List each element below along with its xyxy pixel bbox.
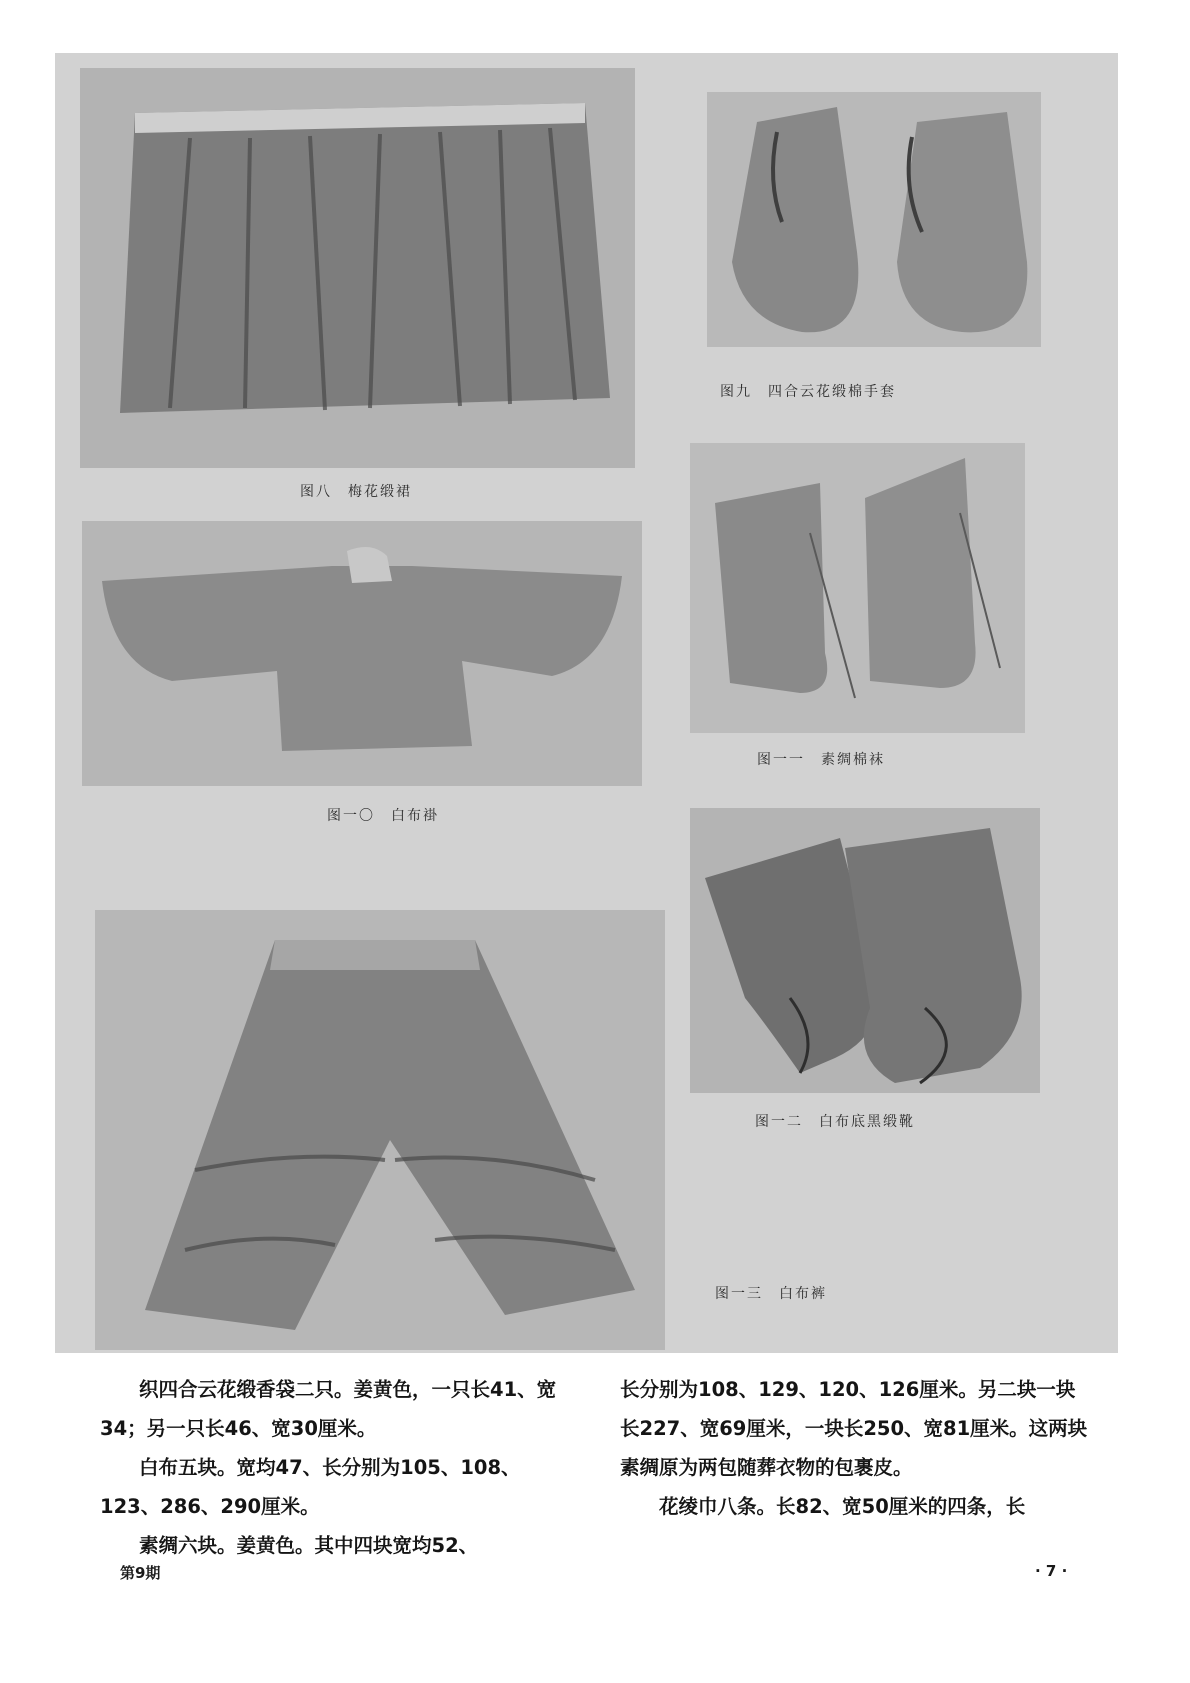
fig9-caption: 图九 四合云花缎棉手套 [720, 384, 896, 400]
fig12-caption: 图一二 白布底黑缎靴 [755, 1114, 915, 1130]
paragraph: 白布五块。宽均47、长分别为105、108、123、286、290厘米。 [100, 1456, 521, 1518]
fig10-caption: 图一〇 白布褂 [327, 808, 439, 824]
skirt-photo [80, 68, 635, 468]
paragraph: 织四合云花缎香袋二只。姜黄色，一只长41、宽34；另一只长46、宽30厘米。 [100, 1378, 557, 1440]
text-column-right [620, 1370, 1090, 1526]
trousers-photo [95, 910, 665, 1350]
fig8-caption: 图八 梅花缎裙 [300, 484, 412, 500]
socks-photo [690, 443, 1025, 733]
paragraph: 花绫巾八条。长82、宽50厘米的四条，长 [659, 1495, 1026, 1518]
text-column-left [100, 1370, 570, 1565]
fig11-caption: 图一一 素绸棉袜 [757, 752, 885, 768]
boots-photo [690, 808, 1040, 1093]
jacket-photo [82, 521, 642, 786]
mittens-photo [707, 92, 1041, 347]
page-number: · 7 · [1035, 1562, 1068, 1580]
paragraph: 素绸六块。姜黄色。其中四块宽均52、 [139, 1534, 479, 1557]
paragraph: 长分别为108、129、120、126厘米。另二块一块长227、宽69厘米，一块长250、宽81厘米。这两块素绸原为两包随葬衣物的包裹皮。 [620, 1378, 1088, 1479]
photo-plate [55, 53, 1118, 1353]
fig13-caption: 图一三 白布裤 [715, 1286, 827, 1302]
issue-number: 第9期 [120, 1564, 161, 1582]
